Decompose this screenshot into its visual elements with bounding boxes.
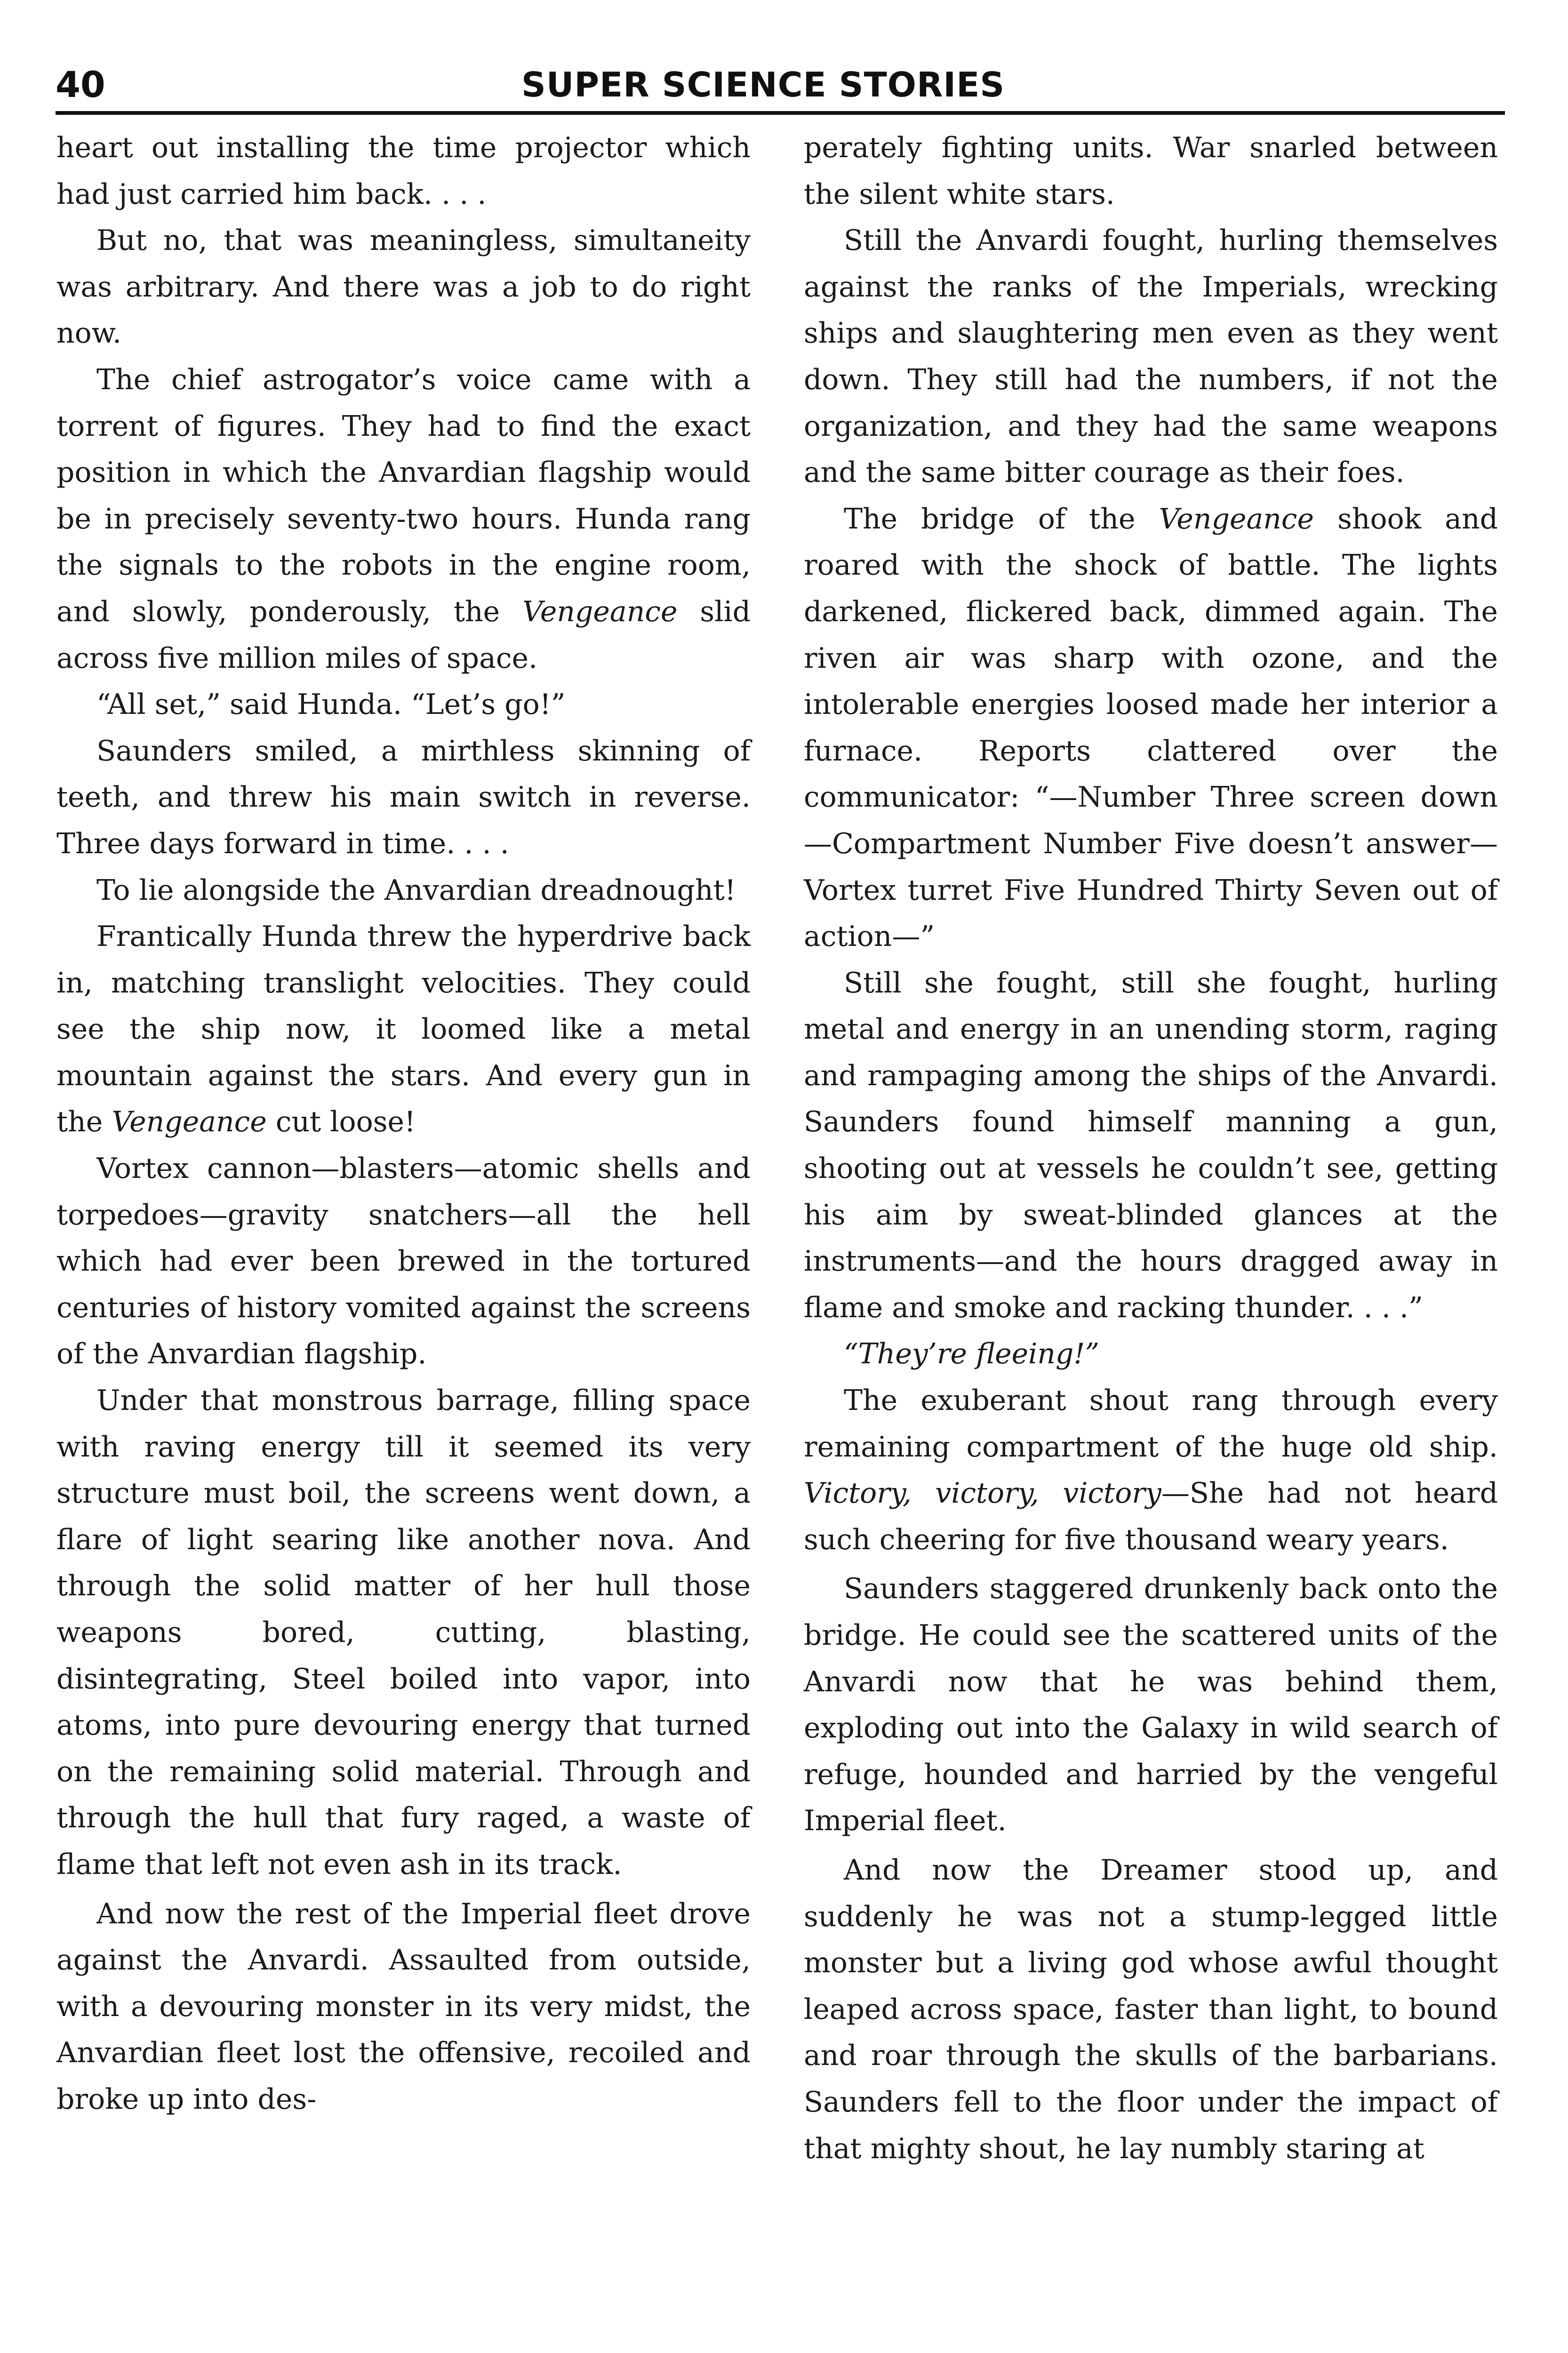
paragraph [56,728,751,867]
paragraph-text: And now the rest of the Imperial fleet drove against the Anvardi. Assaulted from outside, with a devouring monster in its very midst, the Anvardian fleet lost the offensive, recoiled and broke up into des- [56,1897,751,2116]
paragraph-text: Still she fought, still she fought, hurling metal and energy in an unending storm, raging and rampaging among the ships of the Anvardi. Saunders found himself manning a gun, shooting out at vessels he couldn’t see, getting his aim by sweat-blinded glances at the instruments—and the hours dragged away in flame and smoke and racking thunder. . . .” [804,966,1498,1324]
paragraph [56,217,751,357]
paragraph-text: Vortex cannon—blasters—atomic shells and torpedoes—gravity snatchers—all the hell which had ever been brewed in the tortured centuries of history vomited against the screens of the Anvardian flagship. [56,1152,751,1371]
paragraph [56,867,751,914]
paragraph [56,357,751,681]
paragraph [56,125,751,217]
paragraph-text: cut loose! [266,1105,416,1139]
paragraph-text: shook and roared with the shock of battle. The lights darkened, flickered back, dimmed again. The riven air was sharp with ozone, and the intolerable energies loosed made her interior a furnace. Reports clattered over the communicator: “—Number Three screen down—Compartment Number Five doesn’t answer—Vortex turret Five Hundred Thirty Seven out of action—” [804,502,1498,953]
paragraph [804,1377,1498,1563]
paragraph-text: And now the Dreamer stood up, and suddenly he was not a stump-legged little monster but a living god whose awful thought leaped across space, faster than light, to bound and roar through the skulls of the barbarians. Saunders fell to the floor under the impact of that mighty shout, he lay numbly staring at [804,1853,1498,2165]
ship-name: Vengeance [522,595,678,628]
paragraph [804,125,1498,217]
paragraph [804,1847,1498,2172]
left-column [56,125,751,2123]
paragraph-text: The exuberant shout rang through every remaining compartment of the huge old ship. [804,1384,1498,1464]
paragraph [56,681,751,728]
paragraph-text: —She had not heard such cheering for five thousand weary years. [804,1477,1498,1556]
page-header [56,61,1505,108]
ship-name: Vengeance [1159,502,1314,536]
paragraph [804,1331,1498,1377]
paragraph [804,217,1498,496]
paragraph-text: To lie alongside the Anvardian dreadnought! [96,873,736,907]
running-title: SUPER SCIENCE STORIES [521,65,1005,104]
paragraph [804,496,1498,960]
paragraph [804,1566,1498,1844]
header-rule [56,111,1505,115]
paragraph [56,1377,751,1888]
paragraph [804,960,1498,1331]
page-number: 40 [56,64,105,105]
shout-text: “They’re fleeing!” [844,1337,1100,1371]
paragraph [56,913,751,1145]
paragraph-text: slid across five million miles of space. [56,595,751,675]
paragraph [56,1891,751,2123]
paragraph-text: Saunders smiled, a mirthless skinning of teeth, and threw his main switch in reverse. Three days forward in time. . . . [56,734,751,860]
paragraph-text: heart out installing the time projector which had just carried him back. . . . [56,131,751,211]
paragraph-text: Saunders staggered drunkenly back onto the bridge. He could see the scattered units of the Anvardi now that he was behind them, exploding out into the Galaxy in wild search of refuge, hounded and harried by the vengeful Imperial fleet. [804,1572,1498,1838]
paragraph-text: perately fighting units. War snarled between the silent white stars. [804,131,1498,211]
ship-name: Vengeance [112,1105,267,1139]
paragraph-text: “All set,” said Hunda. “Let’s go!” [96,688,566,721]
paragraph-text: The chief astrogator’s voice came with a torrent of figures. They had to find the exact position in which the Anvardian flagship would be in precisely seventy-two hours. Hunda rang the signals to the robots in the engine room, and slowly, ponderously, the [56,363,751,628]
paragraph-text: But no, that was meaningless, simultaneity was arbitrary. And there was a job to do right now. [56,224,751,350]
paragraph-text: The bridge of the [844,502,1159,536]
right-column [804,125,1498,2172]
paragraph-text: Frantically Hunda threw the hyperdrive back in, matching translight velocities. They could see the ship now, it loomed like a metal mountain against the stars. And every gun in the [56,920,751,1139]
paragraph-text: Under that monstrous barrage, filling space with raving energy till it seemed its very structure must boil, the screens went down, a flare of light searing like another nova. And through the solid matter of her hull those weapons bored, cutting, blasting, disintegrating, Steel boiled into vapor, into atoms, into pure devouring energy that turned on the remaining solid material. Through and through the hull that fury raged, a waste of flame that left not even ash in its track. [56,1384,751,1881]
paragraph [56,1145,751,1377]
cheer-text: Victory, victory, victory [804,1477,1161,1510]
paragraph-text: Still the Anvardi fought, hurling themselves against the ranks of the Imperials, wrecking ships and slaughtering men even as they went down. They still had the numbers, if not the organization, and they had the same weapons and the same bitter courage as their foes. [804,224,1498,489]
